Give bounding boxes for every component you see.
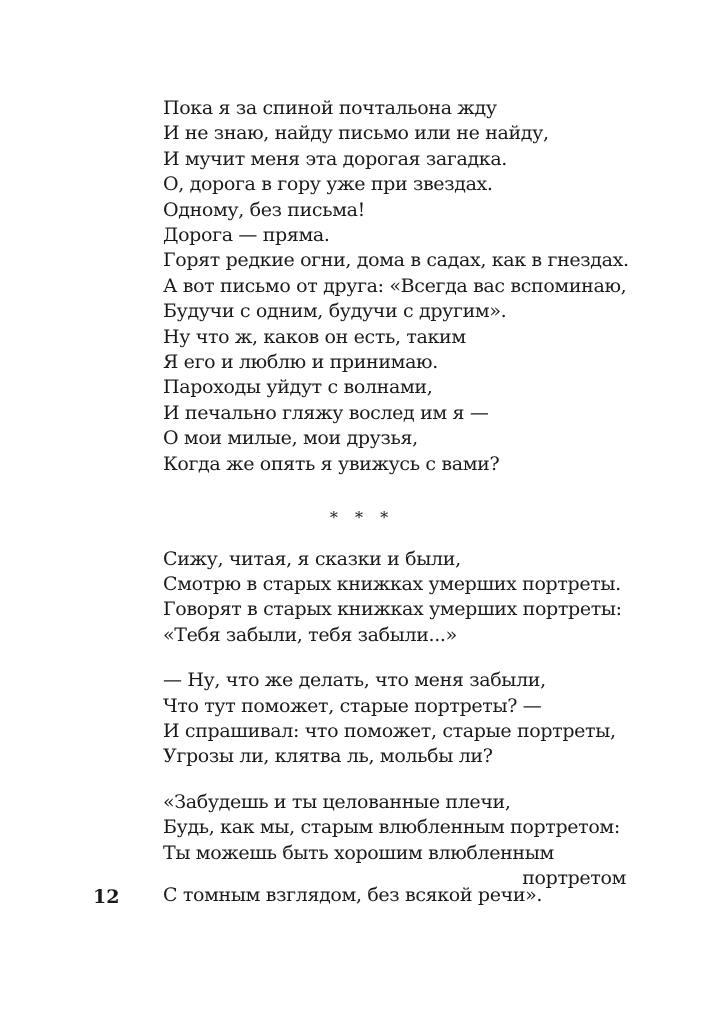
poem-line: Я его и люблю и принимаю. (163, 351, 438, 374)
poem-line: О, дорога в гору уже при звездах. (163, 173, 493, 196)
poem-line: Угрозы ли, клятва ль, мольбы ли? (163, 745, 493, 768)
poem-line: «Забудешь и ты целованные плечи, (163, 790, 511, 813)
poem-line: — Ну, что же делать, что меня забыли, (163, 669, 546, 692)
poem-line: Одному, без письма! (163, 198, 365, 221)
poem-line: С томным взглядом, без всякой речи». (163, 884, 543, 906)
poem-line: Ну что ж, каков он есть, таким (163, 325, 466, 348)
stanza-gap (163, 770, 633, 790)
poem-line: Горят редкие огни, дома в садах, как в гнездах. (163, 249, 629, 272)
spacer (163, 531, 633, 547)
poem-line: Будучи с одним, будучи с другим». (163, 300, 507, 323)
poem-line: Пока я за спиной почтальона жду (163, 97, 497, 119)
poem-line: Дорога — пряма. (163, 224, 330, 247)
section-separator: * * * (329, 508, 395, 528)
poem-line: И мучит меня эта дорогая загадка. (163, 147, 507, 170)
poem-line: А вот письмо от друга: «Всегда вас вспоминаю, (163, 274, 627, 297)
poem-line: И печально гляжу вослед им я — (163, 401, 489, 424)
poem-line: Что тут поможет, старые портреты? — (163, 694, 542, 717)
poem-line: Смотрю в старых книжках умерших портреты. (163, 572, 621, 595)
poem-line: Пароходы уйдут с волнами, (163, 376, 433, 399)
poem-line: Ты можешь быть хорошим влюбленным (163, 841, 554, 864)
page-number: 12 (93, 886, 120, 908)
poem-line: Говорят в старых книжках умерших портреты: (163, 598, 622, 621)
poem-line: «Тебя забыли, тебя забыли...» (163, 623, 457, 646)
poem-line: Сижу, читая, я сказки и были, (163, 547, 461, 570)
spacer (163, 477, 633, 505)
poem-line: О мои милые, мои друзья, (163, 427, 418, 450)
stanza-gap (163, 648, 633, 668)
poem-line: И спрашивал: что поможет, старые портреты, (163, 719, 616, 742)
poem-line: Когда же опять я увижусь с вами? (163, 452, 500, 475)
poem-line: Будь, как мы, старым влюбленным портретом: (163, 816, 620, 839)
poem-text (163, 96, 633, 891)
poem-line: И не знаю, найду письмо или не найду, (163, 122, 549, 145)
poem-line-overflow: портретом (522, 866, 626, 889)
